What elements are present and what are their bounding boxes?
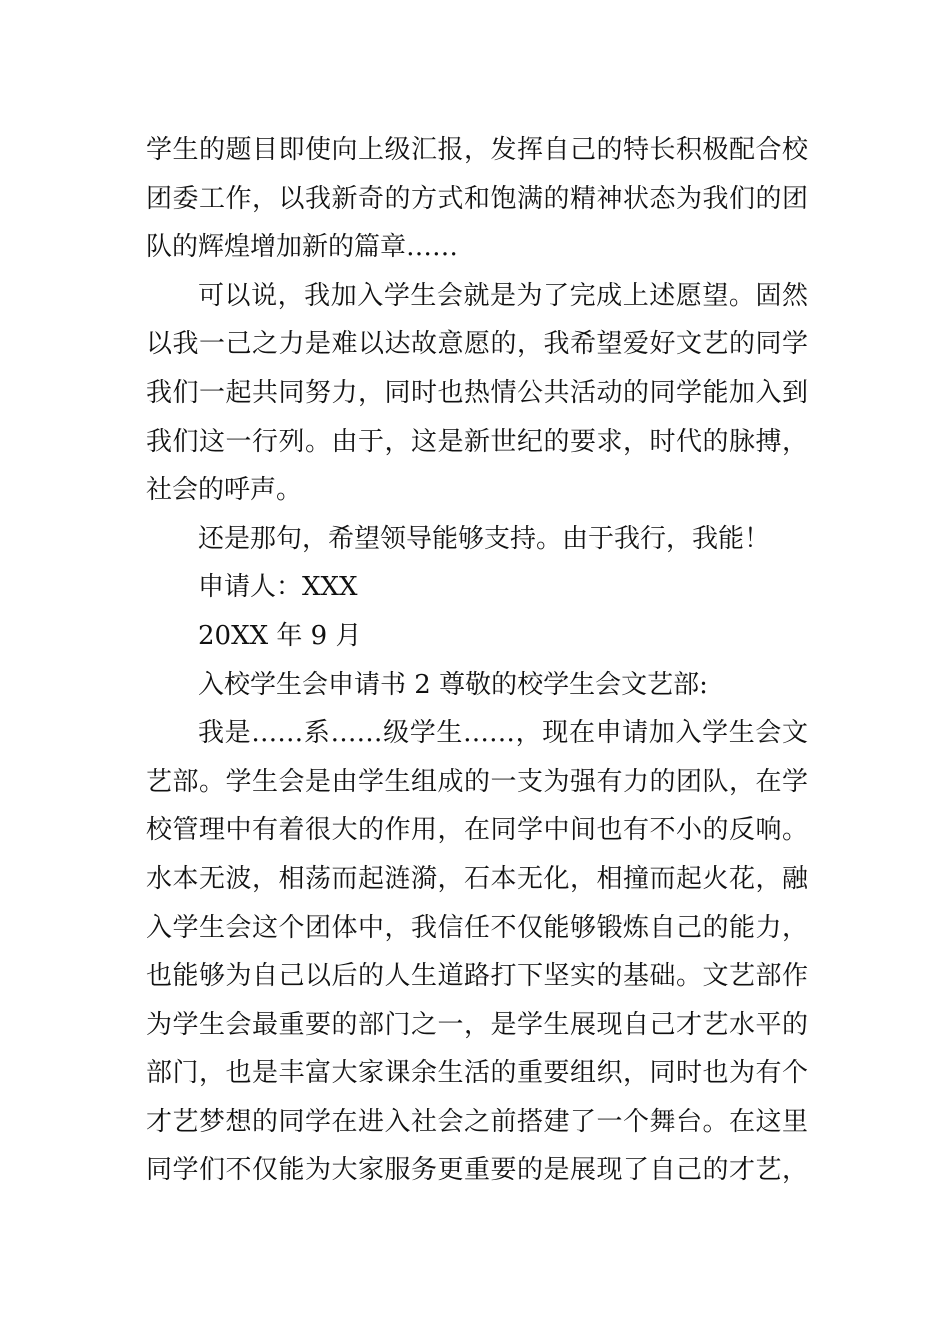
text-line: 学生的题目即使向上级汇报，发挥自己的特长积极配合校 [146,135,808,165]
text-line: 团委工作，以我新奇的方式和饱满的精神状态为我们的团 [146,183,808,214]
text-line: 我们这一行列。由于，这是新世纪的要求，时代的脉搏， [146,426,808,457]
text-line: 校管理中有着很大的作用，在同学中间也有不小的反响。 [146,815,808,846]
text-line: 还是那句，希望领导能够支持。由于我行，我能！ [198,523,771,554]
date-line: 20XX 年 9 月 [198,620,362,651]
text-line: 才艺梦想的同学在进入社会之前搭建了一个舞台。在这里 [146,1106,808,1137]
text-line: 队的辉煌增加新的篇章…… [146,232,459,263]
letter-heading: 入校学生会申请书 2 尊敬的校学生会文艺部: [198,669,708,700]
document-body [146,126,808,1195]
text-line: 入学生会这个团体中，我信任不仅能够锻炼自己的能力， [146,912,808,943]
text-line: 水本无波，相荡而起涟漪，石本无化，相撞而起火花，融 [146,863,808,894]
text-line: 部门，也是丰富大家课余生活的重要组织，同时也为有个 [146,1058,808,1089]
text-line: 也能够为自己以后的人生道路打下坚实的基础。文艺部作 [146,961,808,992]
text-line: 我们一起共同努力，同时也热情公共活动的同学能加入到 [146,377,808,408]
text-line: 同学们不仅能为大家服务更重要的是展现了自己的才艺， [146,1155,808,1186]
applicant-line: 申请人：XXX [198,572,358,603]
text-line: 社会的呼声。 [146,475,303,506]
text-line: 我是……系……级学生……，现在申请加入学生会文 [198,718,808,749]
text-line: 以我一己之力是难以达故意愿的，我希望爱好文艺的同学 [146,329,808,360]
text-line: 艺部。学生会是由学生组成的一支为强有力的团队，在学 [146,766,808,797]
text-line: 为学生会最重要的部门之一，是学生展现自己才艺水平的 [146,1009,808,1040]
text-line: 可以说，我加入学生会就是为了完成上述愿望。固然 [198,280,808,311]
